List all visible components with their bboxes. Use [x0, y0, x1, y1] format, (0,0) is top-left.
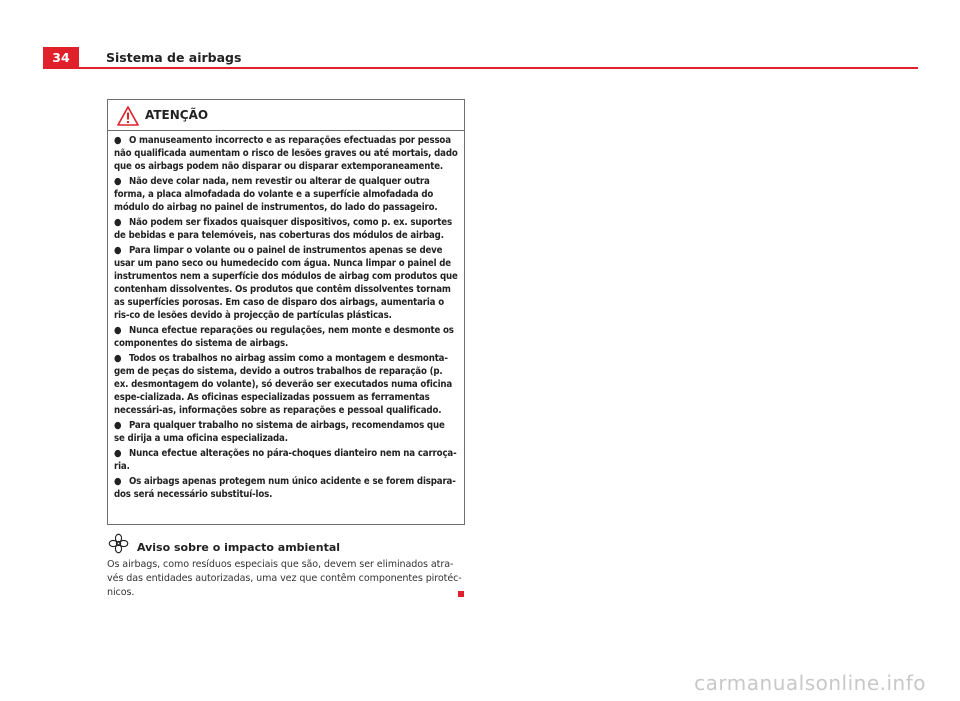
warning-item-text: Não podem ser fixados quaisquer dispositivos, como p. ex. suportes de bebidas e para telemóveis, nas coberturas dos módulos de airbag. [114, 217, 452, 241]
warning-item-text: O manuseamento incorrecto e as reparações efectuadas por pessoa não qualificada aumentam o risco de lesões graves ou até mortais, dado que os airbags podem não disparar ou disparar extemporaneamente. [114, 135, 458, 172]
warning-item [114, 352, 458, 417]
warning-item-text: Não deve colar nada, nem revestir ou alterar de qualquer outra forma, a placa almofadada do volante e a superfície almofadada do módulo do airbag no painel de instrumentos, do lado do passageiro. [114, 176, 438, 213]
page-number: 34 [43, 47, 79, 68]
end-marker [458, 591, 464, 597]
environment-title: Aviso sobre o impacto ambiental [137, 541, 341, 554]
bullet: ● [114, 217, 122, 228]
warning-item [114, 475, 458, 501]
watermark: carmanualsonline.info [694, 671, 926, 695]
warning-item-text: Todos os trabalhos no airbag assim como a montagem e desmonta-gem de peças do sistema, devido a outros trabalhos de reparação (p. ex. desmontagem do volante), só deverão ser executados numa oficina espe-cializada. As oficinas especializadas possuem as ferramentas necessári-as, informações sobre as reparações e pessoal qualificado. [114, 353, 453, 416]
warning-item-text: Os airbags apenas protegem num único acidente e se forem dispara-dos será necessário substituí-los. [114, 476, 456, 500]
warning-title: ATENÇÃO [145, 108, 209, 122]
header-rule [43, 67, 918, 69]
bullet: ● [114, 448, 122, 459]
warning-item-text: Nunca efectue reparações ou regulações, nem monte e desmonte os componentes do sistema de airbags. [114, 325, 454, 349]
warning-header [108, 100, 464, 131]
flower-environment-icon [108, 533, 129, 554]
warning-item-text: Para qualquer trabalho no sistema de airbags, recomendamos que se dirija a uma oficina especializada. [114, 420, 445, 444]
environment-text: Os airbags, como resíduos especiais que são, devem ser eliminados atra-vés das entidades autorizadas, uma vez que contêm componentes pirotéc-nicos. [107, 559, 462, 598]
bullet: ● [114, 353, 122, 364]
warning-item-text: Para limpar o volante ou o painel de instrumentos apenas se deve usar um pano seco ou humedecido com água. Nunca limpar o painel de instrumentos nem a superfície dos módulos de airbag com produtos que contenham dissolventes. Os produtos que contêm dissolventes tornam as superfícies porosas. Em caso de disparo dos airbags, aumentaria o ris-co de lesões devido à projecção de partículas plásticas. [114, 245, 458, 321]
warning-box [107, 99, 465, 525]
bullet: ● [114, 176, 122, 187]
bullet: ● [114, 135, 122, 146]
warning-item-text: Nunca efectue alterações no pára-choques dianteiro nem na carroça-ria. [114, 448, 457, 472]
bullet: ● [114, 476, 122, 487]
warning-item [114, 134, 458, 173]
warning-list [108, 131, 464, 501]
section-title: Sistema de airbags [106, 50, 242, 65]
bullet: ● [114, 325, 122, 336]
warning-item [114, 324, 458, 350]
bullet: ● [114, 245, 122, 256]
warning-item [114, 216, 458, 242]
warning-item [114, 244, 458, 322]
bullet: ● [114, 420, 122, 431]
warning-item [114, 447, 458, 473]
warning-item [114, 419, 458, 445]
warning-triangle-icon [117, 106, 139, 126]
warning-item [114, 175, 458, 214]
